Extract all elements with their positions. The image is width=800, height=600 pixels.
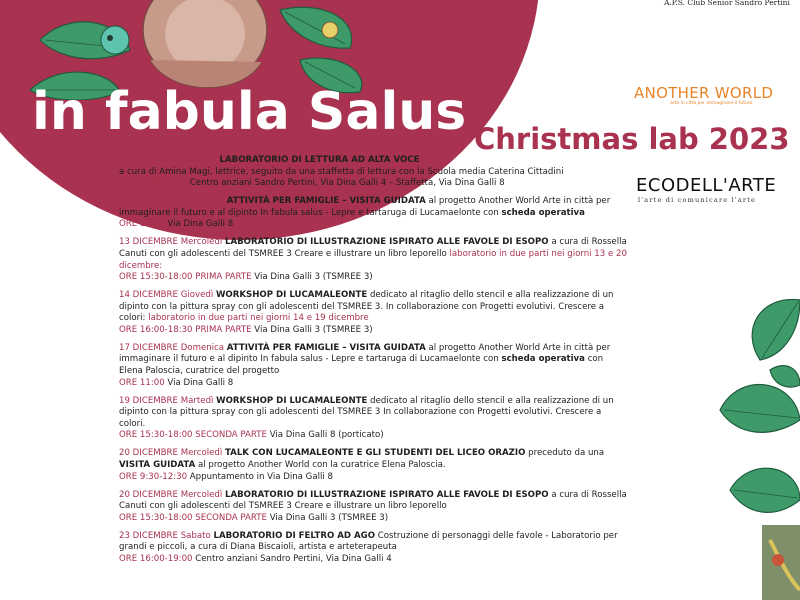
event-item: [119, 396, 629, 442]
event-place: Centro anziani Sandro Pertini, Via Dina Galli 4 – Staffetta, Via Dina Galli 8: [189, 178, 505, 189]
event-date: 19 DICEMBRE Martedì: [119, 395, 214, 406]
event-description-bold: VISITA GUIDATA: [119, 460, 196, 470]
poster-subtitle: Christmas lab 2023: [474, 122, 790, 156]
event-time: ORE 9:30-12:30: [119, 471, 188, 482]
event-description: al progetto Another World Arte in città per immaginare il futuro e al dipinto In fabula salus - Lepre e tartaruga di Lucamaelonte con: [119, 196, 611, 218]
club-credit: A.P.S. Club Senior Sandro Pertini: [664, 0, 790, 7]
event-place: Via Dina Galli 3 (TSMREE 3): [254, 272, 373, 283]
event-place: Via Dina Galli 3 (TSMREE 3): [269, 512, 389, 523]
event-date: 6 DICEMBRE Mercoledì: [119, 155, 217, 165]
event-item: [119, 290, 629, 336]
event-item: [119, 237, 629, 283]
event-description-bold: scheda operativa: [501, 354, 585, 365]
event-item: [119, 448, 629, 483]
another-world-logo: [634, 84, 784, 112]
event-time: ORE 9:30-12:30: [119, 178, 188, 189]
poster-title: in fabula Salus: [32, 82, 467, 142]
event-time: ORE 15:30-18:00 SECONDA PARTE: [119, 512, 267, 523]
event-schedule: [119, 155, 629, 572]
event-description-after: con Elena Paloscia, curatrice del progetto: [119, 354, 604, 377]
event-place: Via Dina Galli 8: [167, 219, 234, 230]
event-title: ATTIVITÀ PER FAMIGLIE – VISITA GUIDATA: [226, 342, 426, 353]
event-date: 23 DICEMBRE Sabato: [119, 530, 211, 541]
event-date: 13 DICEMBRE Mercoledì: [119, 237, 223, 248]
event-date: 10 DICEMBRE Domenica: [119, 196, 225, 207]
event-description: a cura di Rossella Canuti con gli adolescenti del TSMREE 3 Creare e illustrare un libro leporello: [119, 237, 627, 259]
event-item: [119, 155, 629, 190]
event-place: Via Dina Galli 3 (TSMREE 3): [254, 324, 373, 335]
event-time: ORE 16:00-19:00: [119, 553, 193, 564]
ecodellarte-logo-name: ECODELL'ARTE: [636, 175, 777, 196]
event-time: ORE 16:00-18:30 PRIMA PARTE: [119, 324, 252, 335]
event-date: 20 DICEMBRE Mercoledì: [119, 448, 223, 459]
another-world-logo-name: ANOTHER WORLD: [634, 84, 774, 102]
event-item: [119, 343, 629, 389]
another-world-logo-tagline: arte in città per immaginare il futuro: [670, 101, 753, 106]
event-title: TALK CON LUCAMALEONTE E GLI STUDENTI DEL LICEO ORAZIO: [224, 448, 526, 459]
event-title: LABORATORIO DI ILLUSTRAZIONE ISPIRATO ALLE FAVOLE DI ESOPO: [224, 489, 549, 500]
event-description: a cura di Rossella Canuti con gli adolescenti del TSMREE 3 Creare e illustrare un libro leporello: [119, 489, 627, 512]
ecodellarte-logo: [636, 175, 776, 209]
event-date: 14 DICEMBRE Giovedì: [119, 290, 214, 301]
event-place: Via Dina Galli 8: [167, 377, 234, 388]
event-date: 17 DICEMBRE Domenica: [119, 342, 225, 353]
event-item: [119, 196, 629, 231]
event-date: 20 DICEMBRE Mercoledì: [119, 489, 223, 500]
event-item: [119, 490, 629, 525]
event-time: ORE 11:00: [119, 219, 165, 230]
event-description-bold: scheda operativa: [501, 207, 585, 218]
event-description: dedicato al ritaglio dello stencil e alla realizzazione di un dipinto con la pittura spray con gli adolescenti del TSMREE 3 In collaborazione con Progetti evolutivi. Crescere a colori.: [119, 395, 614, 429]
event-title: LABORATORIO DI ILLUSTRAZIONE ISPIRATO ALLE FAVOLE DI ESOPO: [224, 237, 549, 248]
event-description: preceduto da una: [528, 448, 605, 459]
event-item: [119, 531, 629, 566]
event-title: WORKSHOP DI LUCAMALEONTE: [216, 395, 368, 406]
event-title: LABORATORIO DI FELTRO AD AGO: [213, 530, 376, 541]
event-note: laboratorio in due parti nei giorni 13 e 20 dicembre:: [119, 248, 627, 271]
event-description-after: al progetto Another World con la curatrice Elena Paloscia.: [198, 460, 446, 470]
event-description: dedicato al ritaglio dello stencil e alla realizzazione di un dipinto con la pittura spray con gli adolescenti del TSMREE 3. In collaborazione con Progetti evolutivi. Crescere a colori:: [119, 290, 614, 324]
ecodellarte-logo-tagline: l'arte di comunicare l'arte: [638, 196, 757, 204]
event-place: Via Dina Galli 8 (porticato): [269, 430, 384, 441]
event-title: ATTIVITÀ PER FAMIGLIE – VISITA GUIDATA: [226, 196, 426, 207]
event-time: ORE 15:30-18:00 PRIMA PARTE: [119, 272, 252, 283]
event-place: Appuntamento in Via Dina Galli 8: [189, 471, 333, 482]
leaves-illustration: [700, 290, 800, 600]
event-title: WORKSHOP DI LUCAMALEONTE: [215, 290, 368, 301]
event-description: a cura di Amina Magi, lettrice, seguito da una staffetta di lettura con la Scuola media Caterina Cittadini: [119, 166, 564, 177]
event-title: LABORATORIO DI LETTURA AD ALTA VOCE: [219, 155, 420, 165]
event-description: Costruzione di personaggi delle favole - Laboratorio per grandi e piccoli, a cura di Diana Biscaioli, artista e arteterapeuta: [119, 530, 618, 553]
event-time: ORE 15:30-18:00 SECONDA PARTE: [119, 430, 267, 441]
event-note: laboratorio in due parti nei giorni 14 e 19 dicembre: [148, 313, 369, 324]
event-description: al progetto Another World Arte in città per immaginare il futuro e al dipinto In fabula salus - Lepre e tartaruga di Lucamaelonte con: [119, 342, 611, 365]
event-place: Centro anziani Sandro Pertini, Via Dina Galli 4: [195, 553, 392, 564]
event-time: ORE 11:00: [119, 377, 165, 388]
